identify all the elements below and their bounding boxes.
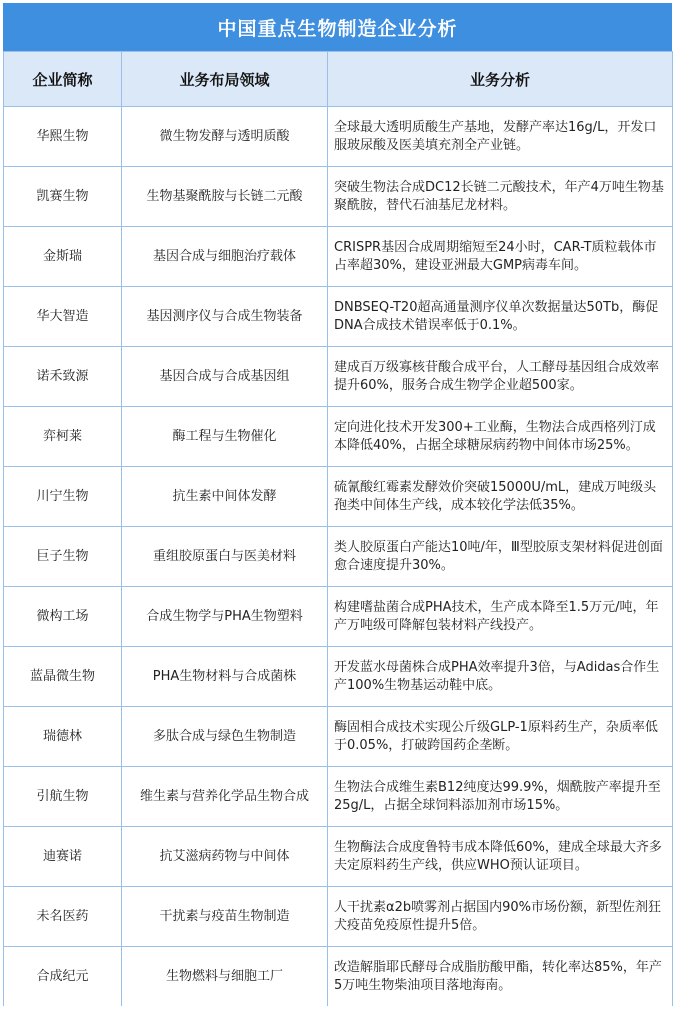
business-area-cell: 干扰素与疫苗生物制造	[122, 887, 328, 947]
business-area-cell: 抗艾滋病药物与中间体	[122, 827, 328, 887]
company-name-cell: 蓝晶微生物	[4, 647, 122, 707]
company-name-cell: 华大智造	[4, 287, 122, 347]
company-name-cell: 未名医药	[4, 887, 122, 947]
business-area-cell: 生物基聚酰胺与长链二元酸	[122, 167, 328, 227]
header-business-area: 业务布局领域	[122, 52, 328, 107]
business-area-cell: 微生物发酵与透明质酸	[122, 107, 328, 167]
table-row	[4, 227, 673, 287]
business-analysis-cell: 构建嗜盐菌合成PHA技术，生产成本降至1.5万元/吨，年产万吨级可降解包装材料产线投产。	[328, 587, 673, 647]
company-name-cell: 引航生物	[4, 767, 122, 827]
business-analysis-cell: 生物酶法合成度鲁特韦成本降低60%，建成全球最大齐多夫定原料药生产线，供应WHO预认证项目。	[328, 827, 673, 887]
table-title: 中国重点生物制造企业分析	[3, 3, 672, 51]
business-area-cell: 多肽合成与绿色生物制造	[122, 707, 328, 767]
business-analysis-cell: 定向进化技术开发300+工业酶，生物法合成西格列汀成本降低40%，占据全球糖尿病药物中间体市场25%。	[328, 407, 673, 467]
table-row	[4, 827, 673, 887]
business-analysis-cell: 突破生物法合成DC12长链二元酸技术，年产4万吨生物基聚酰胺，替代石油基尼龙材料。	[328, 167, 673, 227]
business-area-cell: PHA生物材料与合成菌株	[122, 647, 328, 707]
header-company: 企业简称	[4, 52, 122, 107]
business-analysis-cell: 人干扰素α2b喷雾剂占据国内90%市场份额，新型佐剂狂犬疫苗免疫原性提升5倍。	[328, 887, 673, 947]
business-analysis-cell: DNBSEQ-T20超高通量测序仪单次数据量达50Tb，酶促DNA合成技术错误率低于0.1%。	[328, 287, 673, 347]
company-name-cell: 华熙生物	[4, 107, 122, 167]
header-business-analysis: 业务分析	[328, 52, 673, 107]
enterprise-table	[3, 51, 673, 1006]
business-area-cell: 基因合成与合成基因组	[122, 347, 328, 407]
company-name-cell: 凯赛生物	[4, 167, 122, 227]
company-name-cell: 弈柯莱	[4, 407, 122, 467]
business-analysis-cell: 硫氰酸红霉素发酵效价突破15000U/mL，建成万吨级头孢类中间体生产线，成本较化学法低35%。	[328, 467, 673, 527]
table-row	[4, 407, 673, 467]
business-area-cell: 维生素与营养化学品生物合成	[122, 767, 328, 827]
business-analysis-cell: 开发蓝水母菌株合成PHA效率提升3倍，与Adidas合作生产100%生物基运动鞋中底。	[328, 647, 673, 707]
table-row	[4, 167, 673, 227]
table-row	[4, 647, 673, 707]
business-analysis-cell: 改造解脂耶氏酵母合成脂肪酸甲酯，转化率达85%，年产5万吨生物柴油项目落地海南。	[328, 947, 673, 1007]
business-area-cell: 基因测序仪与合成生物装备	[122, 287, 328, 347]
company-name-cell: 迪赛诺	[4, 827, 122, 887]
business-analysis-cell: 全球最大透明质酸生产基地，发酵产率达16g/L，开发口服玻尿酸及医美填充剂全产业链。	[328, 107, 673, 167]
company-name-cell: 瑞德林	[4, 707, 122, 767]
business-analysis-cell: 建成百万级寡核苷酸合成平台，人工酵母基因组合成效率提升60%，服务合成生物学企业超500家。	[328, 347, 673, 407]
business-area-cell: 重组胶原蛋白与医美材料	[122, 527, 328, 587]
table-row	[4, 887, 673, 947]
business-area-cell: 合成生物学与PHA生物塑料	[122, 587, 328, 647]
business-area-cell: 酶工程与生物催化	[122, 407, 328, 467]
table-row	[4, 947, 673, 1007]
table-row	[4, 287, 673, 347]
table-row	[4, 527, 673, 587]
report-container	[3, 3, 672, 1006]
table-row	[4, 767, 673, 827]
company-name-cell: 微构工场	[4, 587, 122, 647]
business-analysis-cell: 生物法合成维生素B12纯度达99.9%，烟酰胺产率提升至25g/L，占据全球饲料添加剂市场15%。	[328, 767, 673, 827]
company-name-cell: 诺禾致源	[4, 347, 122, 407]
header-row	[4, 52, 673, 107]
company-name-cell: 川宁生物	[4, 467, 122, 527]
table-row	[4, 587, 673, 647]
table-row	[4, 347, 673, 407]
table-row	[4, 467, 673, 527]
business-analysis-cell: 酶固相合成技术实现公斤级GLP-1原料药生产，杂质率低于0.05%，打破跨国药企垄断。	[328, 707, 673, 767]
table-row	[4, 707, 673, 767]
company-name-cell: 巨子生物	[4, 527, 122, 587]
business-area-cell: 抗生素中间体发酵	[122, 467, 328, 527]
table-row	[4, 107, 673, 167]
business-area-cell: 基因合成与细胞治疗载体	[122, 227, 328, 287]
company-name-cell: 合成纪元	[4, 947, 122, 1007]
business-analysis-cell: CRISPR基因合成周期缩短至24小时，CAR-T质粒载体市占率超30%，建设亚洲最大GMP病毒车间。	[328, 227, 673, 287]
business-area-cell: 生物燃料与细胞工厂	[122, 947, 328, 1007]
business-analysis-cell: 类人胶原蛋白产能达10吨/年，Ⅲ型胶原支架材料促进创面愈合速度提升30%。	[328, 527, 673, 587]
company-name-cell: 金斯瑞	[4, 227, 122, 287]
table-body	[4, 107, 673, 1007]
